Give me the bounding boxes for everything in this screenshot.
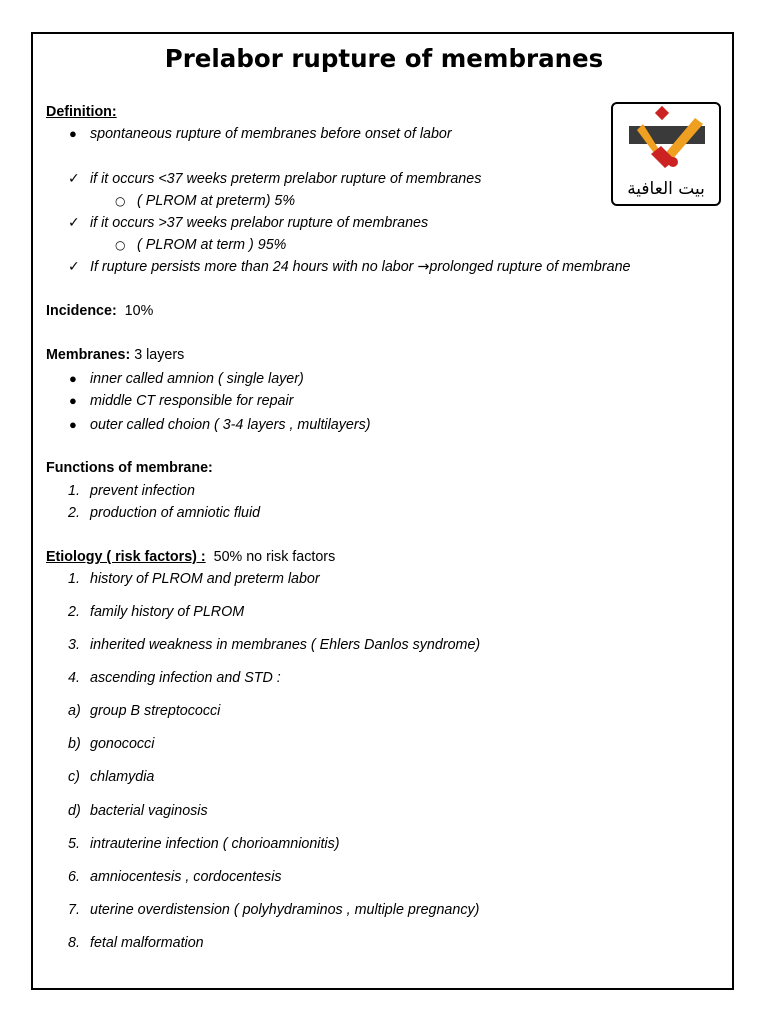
list-marker: c) (68, 769, 80, 785)
logo (611, 102, 721, 206)
list-marker: 4. (68, 670, 80, 686)
definition-sub-2: ( PLROM at term ) 95% (137, 237, 287, 253)
definition-sub-1: ( PLROM at preterm) 5% (137, 193, 296, 209)
list-marker: d) (68, 803, 81, 819)
list-marker: b) (68, 736, 81, 752)
incidence-heading: Incidence: (46, 303, 117, 319)
list-marker: 5. (68, 836, 80, 852)
membranes-heading: Membranes: (46, 347, 131, 363)
etiology-item: inherited weakness in membranes ( Ehlers Danlos syndrome) (90, 637, 481, 653)
etiology-item: group B streptococci (90, 703, 221, 719)
etiology-line (46, 548, 335, 566)
circle-bullet-icon: ○ (115, 194, 126, 208)
list-marker: 1. (68, 483, 80, 499)
membranes-item-2: middle CT responsible for repair (90, 393, 294, 409)
membranes-item-1: inner called amnion ( single layer) (90, 371, 304, 387)
etiology-heading: Etiology ( risk factors) : (46, 549, 206, 565)
list-marker: 7. (68, 902, 80, 918)
etiology-item: gonococci (90, 736, 155, 752)
arrow-right-icon: → (417, 259, 430, 275)
etiology-item: uterine overdistension ( polyhydraminos , multiple pregnancy) (90, 902, 480, 918)
definition-check-3: If rupture persists more than 24 hours with no labor →prolonged rupture of membrane (90, 259, 631, 275)
etiology-note: 50% no risk factors (213, 549, 336, 565)
etiology-item: history of PLROM and preterm labor (90, 571, 320, 587)
check-icon: ✓ (68, 215, 80, 231)
definition-heading: Definition: (46, 104, 117, 120)
incidence-line (46, 302, 153, 320)
bullet-icon: ● (69, 393, 77, 408)
definition-check-1: if it occurs <37 weeks preterm prelabor rupture of membranes (90, 171, 482, 187)
incidence-value: 10% (124, 303, 154, 319)
definition-bullet: spontaneous rupture of membranes before onset of labor (90, 126, 452, 142)
check-icon: ✓ (68, 259, 80, 275)
etiology-item: ascending infection and STD : (90, 670, 281, 686)
functions-item-1: prevent infection (90, 483, 195, 499)
bullet-icon: ● (69, 126, 77, 141)
etiology-item: chlamydia (90, 769, 155, 785)
list-marker: 8. (68, 935, 80, 951)
list-marker: 1. (68, 571, 80, 587)
definition-check-2: if it occurs >37 weeks prelabor rupture of membranes (90, 215, 429, 231)
functions-heading: Functions of membrane: (46, 460, 213, 476)
etiology-item: family history of PLROM (90, 604, 245, 620)
bullet-icon: ● (69, 371, 77, 386)
etiology-item: intrauterine infection ( chorioamnionitis) (90, 836, 340, 852)
list-marker: 2. (68, 505, 80, 521)
membranes-line (46, 346, 184, 364)
etiology-item: fetal malformation (90, 935, 204, 951)
membranes-item-3: outer called choion ( 3-4 layers , multilayers) (90, 417, 371, 433)
check-icon: ✓ (68, 171, 80, 187)
membranes-value: 3 layers (134, 347, 185, 363)
list-marker: 2. (68, 604, 80, 620)
etiology-item: bacterial vaginosis (90, 803, 208, 819)
bullet-icon: ● (69, 417, 77, 432)
circle-bullet-icon: ○ (115, 238, 126, 252)
logo-text: بيت العافية (627, 179, 705, 199)
functions-item-2: production of amniotic fluid (90, 505, 261, 521)
list-marker: 6. (68, 869, 80, 885)
list-marker: a) (68, 703, 81, 719)
page-title: Prelabor rupture of membranes (164, 44, 604, 73)
list-marker: 3. (68, 637, 80, 653)
etiology-item: amniocentesis , cordocentesis (90, 869, 282, 885)
